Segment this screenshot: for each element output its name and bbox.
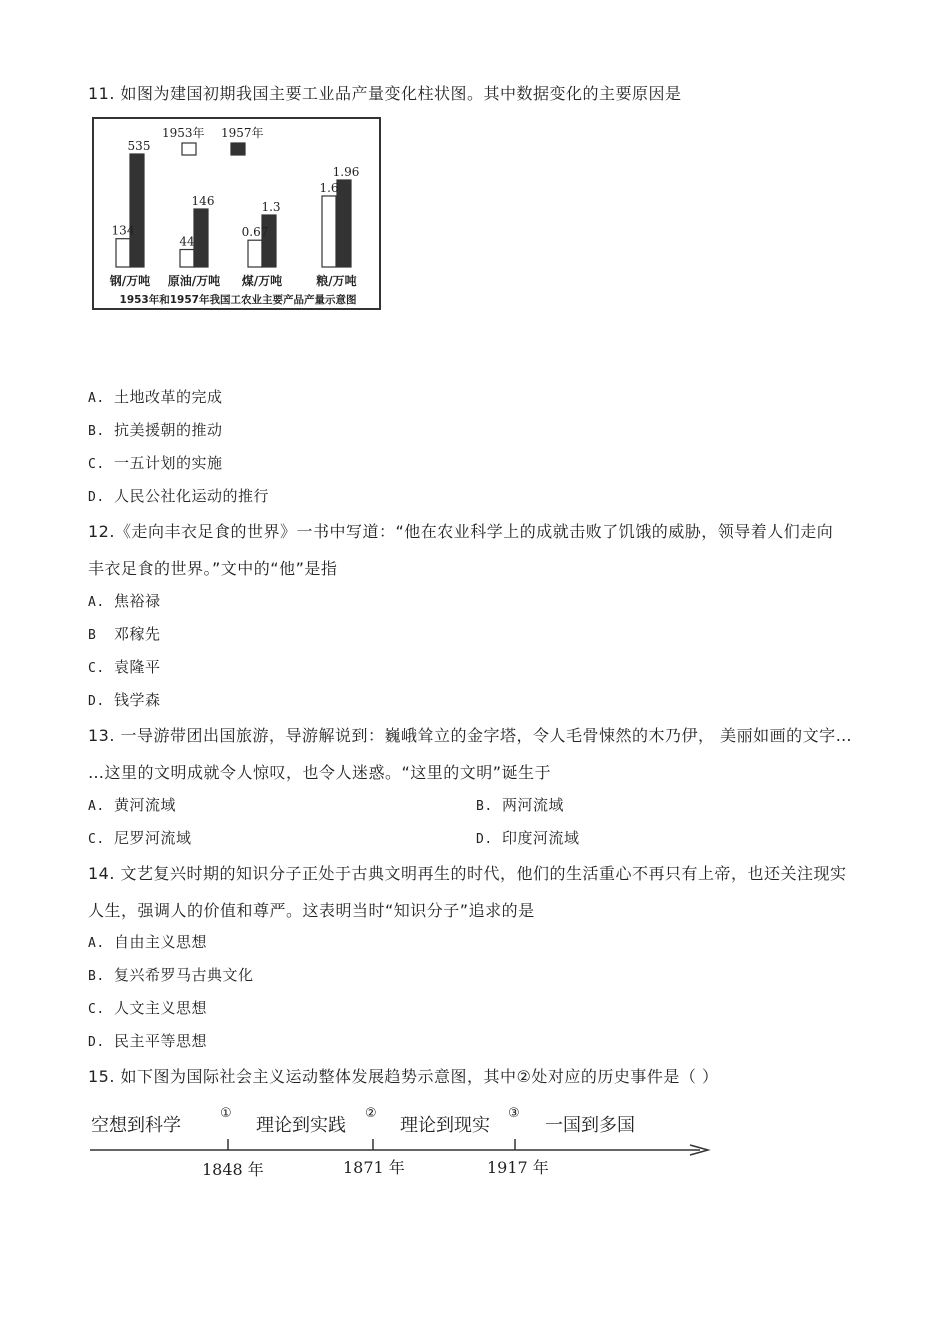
q12-option-c[interactable] bbox=[88, 656, 161, 677]
q13-option-c[interactable] bbox=[88, 827, 192, 848]
bar-1957-2 bbox=[262, 215, 276, 267]
timeline-stage-3: 理论到现实 bbox=[400, 1115, 490, 1136]
question-14-stem-line1: 14. 文艺复兴时期的知识分子正处于古典文明再生的时代，他们的生活重心不再只有上帝，也还关注现实 bbox=[88, 864, 847, 883]
data-label-1957-2: 1.3 bbox=[261, 200, 281, 214]
option-letter: B. bbox=[476, 799, 493, 814]
timeline-stage-4: 一国到多国 bbox=[545, 1115, 635, 1136]
option-letter: C. bbox=[88, 1002, 105, 1017]
option-text: 一五计划的实施 bbox=[114, 454, 223, 472]
bar-1957-3 bbox=[337, 180, 351, 267]
data-label-1957-1: 146 bbox=[191, 194, 215, 208]
data-label-1953-2: 0.67 bbox=[241, 225, 269, 240]
q12-option-b[interactable] bbox=[88, 623, 161, 644]
option-letter: C. bbox=[88, 661, 105, 676]
option-letter: C. bbox=[88, 832, 105, 847]
option-text: 袁隆平 bbox=[114, 658, 161, 676]
bar-1953-2 bbox=[248, 240, 262, 267]
timeline-year-1917: 1917 年 bbox=[487, 1158, 549, 1177]
option-text: 印度河流域 bbox=[502, 829, 580, 847]
q14-option-d[interactable] bbox=[88, 1030, 207, 1051]
option-text: 抗美援朝的推动 bbox=[114, 421, 223, 439]
data-label-1957-0: 535 bbox=[127, 139, 151, 153]
option-text: 钱学森 bbox=[114, 691, 161, 709]
category-label-1: 原油/万吨 bbox=[167, 274, 221, 288]
bar-chart bbox=[92, 117, 381, 310]
timeline-marker-1: ① bbox=[220, 1106, 232, 1121]
option-text: 邓稼先 bbox=[114, 625, 161, 643]
timeline-stage-2: 理论到实践 bbox=[256, 1115, 346, 1136]
bar-1953-1 bbox=[180, 250, 194, 267]
option-letter: C. bbox=[88, 457, 105, 472]
question-14-stem-line2: 人生，强调人的价值和尊严。这表明当时“知识分子”追求的是 bbox=[88, 901, 535, 920]
q13-option-a[interactable] bbox=[88, 794, 176, 815]
option-letter: B. bbox=[88, 424, 105, 439]
question-15-stem: 15. 如下图为国际社会主义运动整体发展趋势示意图，其中②处对应的历史事件是（ ） bbox=[88, 1067, 719, 1086]
option-text: 人文主义思想 bbox=[114, 999, 208, 1017]
question-13-stem-line2: …这里的文明成就令人惊叹，也令人迷惑。“这里的文明”诞生于 bbox=[88, 763, 552, 782]
timeline-diagram bbox=[0, 1095, 950, 1185]
q13-option-d[interactable] bbox=[476, 827, 580, 848]
option-text: 两河流域 bbox=[502, 796, 565, 814]
legend-swatch-1953 bbox=[182, 143, 196, 155]
category-label-0: 钢/万吨 bbox=[109, 274, 151, 288]
option-text: 黄河流域 bbox=[114, 796, 177, 814]
q12-option-d[interactable] bbox=[88, 689, 161, 710]
q13-option-b[interactable] bbox=[476, 794, 564, 815]
data-label-1953-0: 134 bbox=[111, 223, 135, 238]
timeline-marker-3: ③ bbox=[508, 1106, 520, 1121]
q14-option-c[interactable] bbox=[88, 997, 207, 1018]
bar-1953-0 bbox=[116, 239, 130, 267]
data-label-1953-1: 44 bbox=[179, 234, 195, 249]
option-text: 民主平等思想 bbox=[114, 1032, 208, 1050]
option-letter: A. bbox=[88, 391, 105, 406]
option-text: 焦裕禄 bbox=[114, 592, 161, 610]
option-letter: D. bbox=[88, 694, 105, 709]
timeline-year-1848: 1848 年 bbox=[202, 1160, 264, 1179]
timeline-marker-2: ② bbox=[365, 1106, 377, 1121]
data-label-1953-3: 1.6 bbox=[319, 180, 339, 195]
timeline-year-1871: 1871 年 bbox=[343, 1158, 405, 1177]
option-letter: B. bbox=[88, 969, 105, 984]
option-letter: D. bbox=[88, 1035, 105, 1050]
option-text: 人民公社化运动的推行 bbox=[114, 487, 270, 505]
legend-label-1957: 1957年 bbox=[221, 126, 264, 140]
option-letter: A. bbox=[88, 595, 105, 610]
option-letter: A. bbox=[88, 936, 105, 951]
question-13-stem-line1: 13. 一导游带团出国旅游，导游解说到：巍峨耸立的金字塔，令人毛骨悚然的木乃伊， 美丽如画的文字… bbox=[88, 726, 853, 745]
question-12-stem-line1: 12.《走向丰衣足食的世界》一书中写道：“他在农业科学上的成就击败了饥饿的威胁，领导着人们走向 bbox=[88, 522, 834, 541]
bar-1953-3 bbox=[322, 196, 336, 267]
q11-option-d[interactable] bbox=[88, 485, 269, 506]
q14-option-b[interactable] bbox=[88, 964, 254, 985]
option-letter: B bbox=[88, 628, 97, 643]
option-letter: A. bbox=[88, 799, 105, 814]
option-text: 自由主义思想 bbox=[114, 933, 208, 951]
legend-label-1953: 1953年 bbox=[162, 126, 205, 140]
option-text: 复兴希罗马古典文化 bbox=[114, 966, 254, 984]
question-11-stem: 11. 如图为建国初期我国主要工业品产量变化柱状图。其中数据变化的主要原因是 bbox=[88, 84, 682, 103]
q14-option-a[interactable] bbox=[88, 931, 207, 952]
q12-option-a[interactable] bbox=[88, 590, 161, 611]
bar-chart-svg bbox=[94, 119, 383, 312]
option-text: 尼罗河流域 bbox=[114, 829, 192, 847]
question-12-stem-line2: 丰衣足食的世界。”文中的“他”是指 bbox=[88, 559, 338, 578]
q11-option-c[interactable] bbox=[88, 452, 223, 473]
chart-title: 1953年和1957年我国工农业主要产品产量示意图 bbox=[119, 294, 357, 306]
category-label-2: 煤/万吨 bbox=[241, 274, 283, 288]
category-label-3: 粮/万吨 bbox=[316, 274, 357, 288]
data-label-1957-3: 1.96 bbox=[332, 165, 360, 179]
bar-1957-1 bbox=[194, 209, 208, 267]
legend-swatch-1957 bbox=[231, 143, 245, 155]
q11-option-a[interactable] bbox=[88, 386, 223, 407]
q11-option-b[interactable] bbox=[88, 419, 223, 440]
bar-1957-0 bbox=[130, 154, 144, 267]
option-text: 土地改革的完成 bbox=[114, 388, 223, 406]
option-letter: D. bbox=[88, 490, 105, 505]
timeline-stage-1: 空想到科学 bbox=[91, 1115, 181, 1136]
option-letter: D. bbox=[476, 832, 493, 847]
